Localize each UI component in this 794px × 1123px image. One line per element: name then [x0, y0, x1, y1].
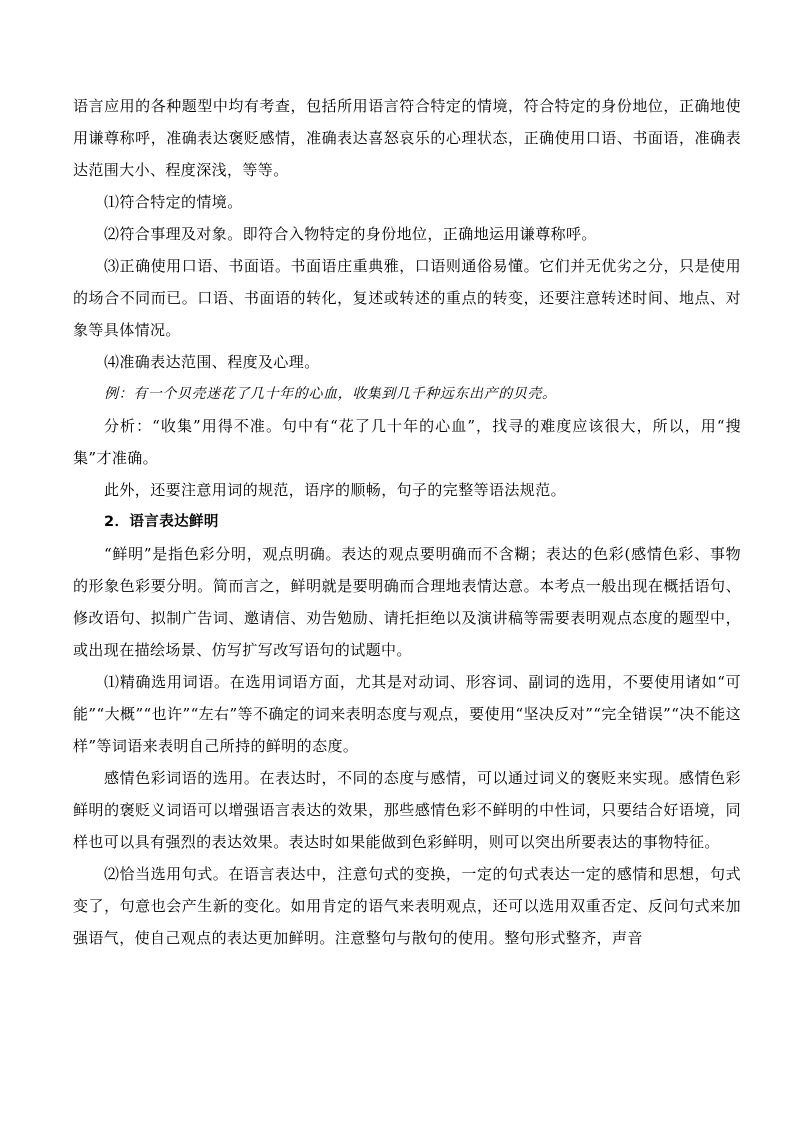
example-sentence: 例：有一个贝壳迷花了几十年的心血，收集到几千种远东出产的贝壳。 — [104, 386, 557, 402]
emotional-color-paragraph: 感情色彩词语的选用。在表达时，不同的态度与感情，可以通过词义的褒贬来实现。感情色彩鲜明的褒贬义词语可以增强语言表达的效果，那些感情色彩不鲜明的中性词，只要结合好语境，同样也可以具有强烈的表达效果。表达时如果能做到色彩鲜明，则可以突出所要表达的事物特征。 — [73, 769, 741, 851]
point-3-spoken-written: ⑶正确使用口语、书面语。书面语庄重典雅，口语则通俗易懂。它们并无优劣之分，只是使用的场合不同而已。口语、书面语的转化，复述或转述的重点的转变，还要注意转述时间、地点、对象等具体情况。 — [73, 257, 741, 339]
point-4-scope-degree: ⑷准确表达范围、程度及心理。 — [104, 353, 320, 371]
point-1-situation: ⑴符合特定的情境。 — [104, 193, 243, 211]
point-2-object: ⑵符合事理及对象。即符合入物特定的身份地位，正确地运用谦尊称呼。 — [104, 225, 597, 243]
analysis-paragraph: 分析：“收集”用得不准。句中有“花了几十年的心血”，找寻的难度应该很大，所以，用“搜集”才准确。 — [73, 417, 741, 467]
section-heading: 2．语言表达鲜明 — [104, 514, 219, 530]
intro-paragraph: 语言应用的各种题型中均有考查，包括所用语言符合特定的情境，符合特定的身份地位，正确地使用谦尊称呼，准确表达褒贬感情，准确表达喜怒哀乐的心理状态，正确使用口语、书面语，准确表达范围大小、程度深浅，等等。 — [73, 97, 741, 179]
point-2-sentence-pattern: ⑵恰当选用句式。在语言表达中，注意句式的变换，一定的句式表达一定的感情和思想，句式变了，句意也会产生新的变化。如用肯定的语气来表明观点，还可以选用双重否定、反问句式来加强语气，使自己观点的表达更加鲜明。注意整句与散句的使用。整句形式整齐，声音 — [73, 865, 741, 947]
point-1-word-choice: ⑴精确选用词语。在选用词语方面，尤其是对动词、形容词、副词的选用，不要使用诸如“可能”“大概”“也许”“左右”等不确定的词来表明态度与观点，要使用“坚决反对”“完全错误”“决不能这样”等词语来表明自己所持的鲜明的态度。 — [73, 673, 741, 755]
grammar-note: 此外，还要注意用词的规范，语序的顺畅，句子的完整等语法规范。 — [104, 481, 567, 499]
vividness-definition: “鲜明”是指色彩分明，观点明确。表达的观点要明确而不含糊；表达的色彩(感情色彩、事物的形象色彩要分明。简而言之，鲜明就是要明确而合理地表情达意。本考点一般出现在概括语句、修改语句、拟制广告词、邀请信、劝告勉励、请托拒绝以及演讲稿等需要表明观点态度的题型中，或出现在描绘场景、仿写扩写改写语句的试题中。 — [73, 545, 741, 659]
document-page — [73, 90, 741, 954]
